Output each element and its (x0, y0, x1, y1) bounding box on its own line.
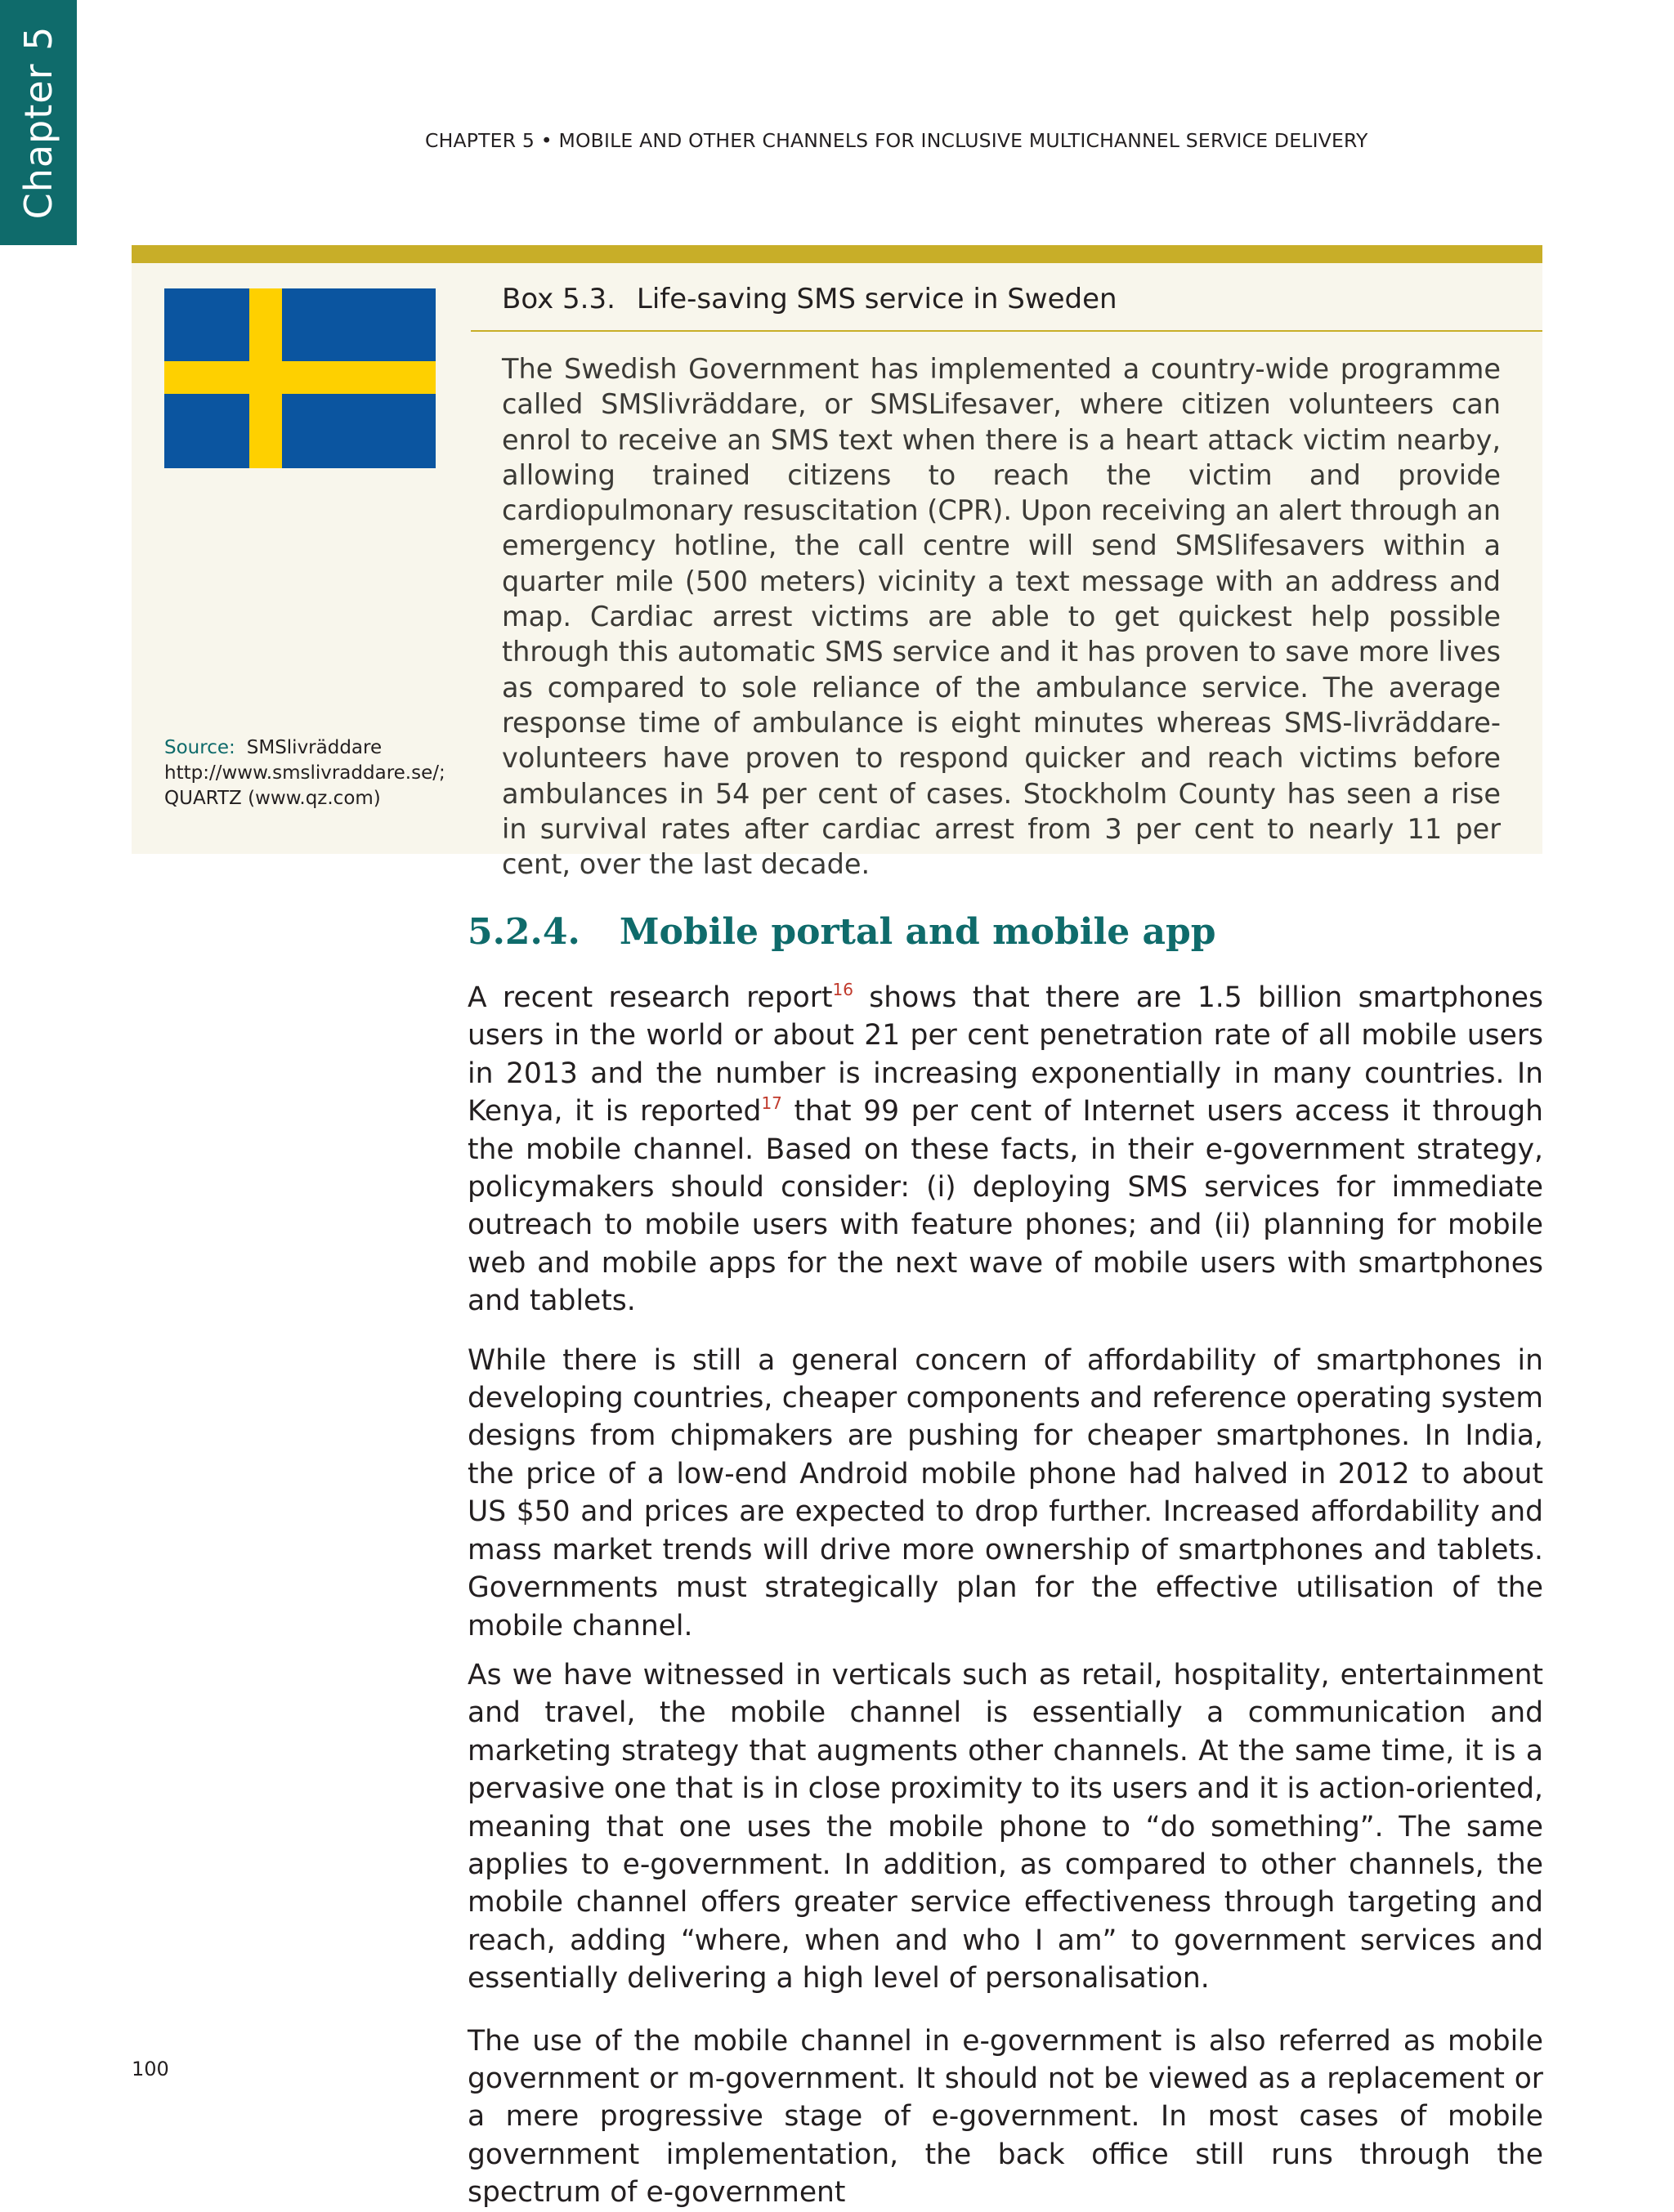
box-body-text: The Swedish Government has implemented a country-wide programme called SMSlivräddare, or SMSLifesaver, where citizen volunteers can enrol to receive an SMS text when there is a heart attack victim nearby, allowing trained citizens to reach the victim and provide cardiopulmonary resuscitation (CPR). Upon receiving an alert through an emergency hotline, the call centre will send SMSlifesavers within a quarter mile (500 meters) vicinity a text message with an address and map. Cardiac arrest victims are able to get quickest help possible through this automatic SMS service and it has proven to save more lives as compared to sole reliance of the ambulance service. The average response time of ambulance is eight minutes whereas SMS-livräddare-volunteers have proven to respond quicker and reach victims before ambulances in 54 per cent of cases. Stockholm County has seen a rise in survival rates after cardiac arrest from 3 per cent to nearly 11 per cent, over the last decade. (502, 353, 1501, 881)
sweden-flag-image (164, 288, 436, 468)
section-title: Mobile portal and mobile app (619, 911, 1216, 953)
section-heading (468, 911, 1216, 953)
running-head: CHAPTER 5 • MOBILE AND OTHER CHANNELS FOR INCLUSIVE MULTICHANNEL SERVICE DELIVERY (425, 129, 1368, 152)
box-title-rule (471, 330, 1542, 332)
box-5-3 (132, 245, 1542, 881)
page-number: 100 (132, 2058, 169, 2080)
paragraph-text: that 99 per cent of Internet users access it through the mobile channel. Based on these facts, in their e-government strategy, policymakers should consider: (i) deploying SMS services for immediate outreach to mobile users with feature phones; and (ii) planning for mobile web and mobile apps for the next wave of mobile users with smartphones and tablets. (468, 1095, 1543, 1318)
section-number: 5.2.4. (468, 911, 580, 953)
box-title-text: Life-saving SMS service in Sweden (636, 283, 1117, 315)
paragraph: The use of the mobile channel in e-government is also referred as mobile government or m-government. It should not be viewed as a replacement or a mere progressive stage of e-government. In most cases of mobile government implementation, the back office still runs through the spectrum of e-government (468, 2024, 1543, 2210)
paragraph-text: shows that there are 1.5 billion smartphones users in the world or about 21 per cent penetration rate of all mobile users in 2013 and the number is increasing exponentially in many countries. In Kenya, it is reported (468, 981, 1543, 1128)
paragraph: While there is still a general concern of affordability of smartphones in developing countries, cheaper components and reference operating system designs from chipmakers are pushing for cheaper smartphones. In India, the price of a low-end Android mobile phone had halved in 2012 to about US $50 and prices are expected to drop further. Increased affordability and mass market trends will drive more ownership of smartphones and tablets. Governments must strategically plan for the effective utilisation of the mobile channel. (468, 1343, 1543, 1642)
source-label: Source: (164, 737, 235, 758)
main-text (468, 979, 1543, 2212)
box-source (164, 735, 445, 811)
chapter-tab-label: Chapter 5 (16, 25, 60, 220)
footnote-ref-17[interactable]: 17 (761, 1093, 782, 1114)
box-title (502, 283, 1117, 315)
paragraph: As we have witnessed in verticals such as retail, hospitality, entertainment and travel, the mobile channel is essentially a communication and marketing strategy that augments other channels. At the same time, it is a pervasive one that is in close proximity to its users and it is action-oriented, meaning that one uses the mobile phone to “do something”. The same applies to e-government. In addition, as compared to other channels, the mobile channel offers greater service effectiveness through targeting and reach, adding “where, when and who I am” to government services and essentially delivering a high level of personalisation. (468, 1658, 1543, 1995)
footnote-ref-16[interactable]: 16 (832, 980, 853, 999)
box-number: Box 5.3. (502, 283, 615, 315)
chapter-tab (0, 0, 77, 245)
source-text: SMSlivräddare http://www.smslivraddare.se/; QUARTZ (www.qz.com) (164, 737, 445, 809)
flag-cross-horizontal (164, 361, 436, 394)
paragraph-text: A recent research report (468, 981, 833, 1014)
box-top-bar (132, 245, 1542, 263)
paragraph (468, 979, 1543, 1320)
